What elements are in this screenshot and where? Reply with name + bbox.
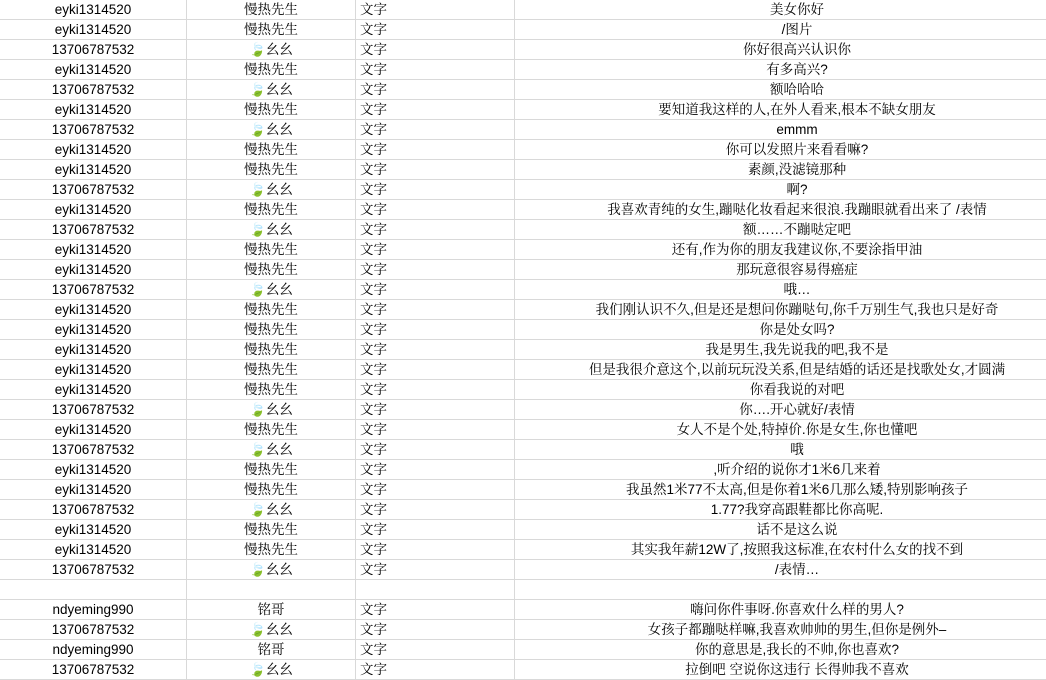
cell-type[interactable]: 文字 [356, 440, 515, 460]
cell-account[interactable]: eyki1314520 [0, 520, 187, 540]
cell-account[interactable]: 13706787532 [0, 660, 187, 680]
table-row[interactable] [0, 500, 1046, 520]
cell-nickname[interactable]: 慢热先生 [187, 20, 356, 40]
cell-type[interactable]: 文字 [356, 620, 515, 640]
table-row[interactable] [0, 220, 1046, 240]
table-row[interactable] [0, 280, 1046, 300]
cell-type[interactable]: 文字 [356, 180, 515, 200]
cell-type[interactable]: 文字 [356, 480, 515, 500]
cell-type[interactable]: 文字 [356, 400, 515, 420]
cell-account[interactable]: eyki1314520 [0, 140, 187, 160]
cell-message[interactable]: 美女你好 [515, 0, 1046, 20]
cell-message[interactable]: /表情… [515, 560, 1046, 580]
cell-nickname[interactable]: 🍃幺幺 [187, 40, 356, 60]
cell-type[interactable]: 文字 [356, 260, 515, 280]
cell-type[interactable]: 文字 [356, 60, 515, 80]
table-row[interactable] [0, 340, 1046, 360]
table-row[interactable] [0, 320, 1046, 340]
cell-type[interactable]: 文字 [356, 600, 515, 620]
cell-nickname[interactable]: 慢热先生 [187, 200, 356, 220]
cell-message[interactable]: 你可以发照片来看看嘛? [515, 140, 1046, 160]
cell-message[interactable]: 你好很高兴认识你 [515, 40, 1046, 60]
table-row[interactable] [0, 0, 1046, 20]
cell-type[interactable]: 文字 [356, 80, 515, 100]
cell-nickname[interactable]: 慢热先生 [187, 360, 356, 380]
table-row[interactable] [0, 180, 1046, 200]
cell-type[interactable]: 文字 [356, 320, 515, 340]
cell-account[interactable]: 13706787532 [0, 440, 187, 460]
cell-nickname[interactable]: 🍃幺幺 [187, 440, 356, 460]
cell-type[interactable]: 文字 [356, 660, 515, 680]
cell-type[interactable]: 文字 [356, 280, 515, 300]
cell-nickname[interactable]: 慢热先生 [187, 380, 356, 400]
cell-nickname[interactable]: 慢热先生 [187, 460, 356, 480]
cell-type[interactable]: 文字 [356, 360, 515, 380]
cell-message[interactable]: 额哈哈哈 [515, 80, 1046, 100]
cell-account[interactable]: 13706787532 [0, 220, 187, 240]
table-row[interactable] [0, 440, 1046, 460]
cell-message[interactable]: 要知道我这样的人,在外人看来,根本不缺女朋友 [515, 100, 1046, 120]
cell-type[interactable] [356, 580, 515, 600]
cell-message[interactable]: 话不是这么说 [515, 520, 1046, 540]
table-row[interactable] [0, 660, 1046, 680]
cell-account[interactable]: eyki1314520 [0, 420, 187, 440]
cell-nickname[interactable]: 慢热先生 [187, 480, 356, 500]
table-row[interactable] [0, 260, 1046, 280]
cell-type[interactable]: 文字 [356, 640, 515, 660]
cell-message[interactable]: 女孩子都蹦哒样嘛,我喜欢帅帅的男生,但你是例外– [515, 620, 1046, 640]
cell-nickname[interactable]: 🍃幺幺 [187, 220, 356, 240]
cell-message[interactable]: 你是处女吗? [515, 320, 1046, 340]
cell-account[interactable]: 13706787532 [0, 560, 187, 580]
cell-nickname[interactable]: 慢热先生 [187, 160, 356, 180]
table-row[interactable] [0, 600, 1046, 620]
cell-type[interactable]: 文字 [356, 100, 515, 120]
cell-message[interactable]: 你….开心就好/表情 [515, 400, 1046, 420]
cell-nickname[interactable]: 🍃幺幺 [187, 120, 356, 140]
table-row[interactable] [0, 520, 1046, 540]
cell-type[interactable]: 文字 [356, 240, 515, 260]
cell-type[interactable]: 文字 [356, 380, 515, 400]
cell-message[interactable]: 有多高兴? [515, 60, 1046, 80]
cell-nickname[interactable]: 🍃幺幺 [187, 660, 356, 680]
table-row[interactable] [0, 540, 1046, 560]
cell-message[interactable]: 额……不蹦哒定吧 [515, 220, 1046, 240]
cell-nickname[interactable]: 🍃幺幺 [187, 500, 356, 520]
cell-nickname[interactable]: 慢热先生 [187, 320, 356, 340]
cell-account[interactable]: eyki1314520 [0, 480, 187, 500]
table-row[interactable] [0, 380, 1046, 400]
cell-message[interactable]: 我们刚认识不久,但是还是想问你蹦哒句,你千万别生气,我也只是好奇 [515, 300, 1046, 320]
cell-type[interactable]: 文字 [356, 160, 515, 180]
cell-message[interactable]: 啊? [515, 180, 1046, 200]
table-row[interactable] [0, 620, 1046, 640]
cell-message[interactable]: ,听介绍的说你才1米6几来着 [515, 460, 1046, 480]
cell-nickname[interactable]: 慢热先生 [187, 520, 356, 540]
cell-type[interactable]: 文字 [356, 220, 515, 240]
table-row-blank[interactable] [0, 580, 1046, 600]
table-row[interactable] [0, 120, 1046, 140]
table-row[interactable] [0, 200, 1046, 220]
cell-message[interactable]: 我是男生,我先说我的吧,我不是 [515, 340, 1046, 360]
cell-message[interactable]: 我喜欢青纯的女生,蹦哒化妆看起来很浪.我蹦眼就看出来了 /表情 [515, 200, 1046, 220]
cell-message[interactable]: 我虽然1米77不太高,但是你着1米6几那么矮,特别影响孩子 [515, 480, 1046, 500]
cell-nickname[interactable]: 🍃幺幺 [187, 280, 356, 300]
cell-account[interactable]: eyki1314520 [0, 260, 187, 280]
cell-message[interactable]: 但是我很介意这个,以前玩玩没关系,但是结婚的话还是找歌处女,才圆满 [515, 360, 1046, 380]
table-row[interactable] [0, 360, 1046, 380]
cell-account[interactable]: eyki1314520 [0, 20, 187, 40]
cell-nickname[interactable]: 🍃幺幺 [187, 180, 356, 200]
cell-account[interactable]: ndyeming990 [0, 600, 187, 620]
cell-account[interactable]: eyki1314520 [0, 340, 187, 360]
cell-type[interactable]: 文字 [356, 500, 515, 520]
cell-message[interactable]: 其实我年薪12W了,按照我这标准,在农村什么女的找不到 [515, 540, 1046, 560]
cell-account[interactable] [0, 580, 187, 600]
cell-message[interactable]: 你看我说的对吧 [515, 380, 1046, 400]
cell-type[interactable]: 文字 [356, 540, 515, 560]
cell-account[interactable]: 13706787532 [0, 400, 187, 420]
cell-type[interactable]: 文字 [356, 20, 515, 40]
cell-account[interactable]: eyki1314520 [0, 360, 187, 380]
cell-account[interactable]: eyki1314520 [0, 300, 187, 320]
cell-account[interactable]: ndyeming990 [0, 640, 187, 660]
cell-account[interactable]: eyki1314520 [0, 320, 187, 340]
cell-account[interactable]: 13706787532 [0, 180, 187, 200]
cell-account[interactable]: 13706787532 [0, 120, 187, 140]
cell-nickname[interactable]: 🍃幺幺 [187, 400, 356, 420]
cell-account[interactable]: 13706787532 [0, 80, 187, 100]
table-row[interactable] [0, 460, 1046, 480]
cell-message[interactable]: emmm [515, 120, 1046, 140]
cell-type[interactable]: 文字 [356, 140, 515, 160]
cell-type[interactable]: 文字 [356, 340, 515, 360]
cell-nickname[interactable]: 🍃幺幺 [187, 80, 356, 100]
cell-type[interactable]: 文字 [356, 40, 515, 60]
cell-message[interactable]: 哦 [515, 440, 1046, 460]
cell-account[interactable]: eyki1314520 [0, 540, 187, 560]
cell-nickname[interactable]: 🍃幺幺 [187, 560, 356, 580]
cell-account[interactable]: eyki1314520 [0, 380, 187, 400]
table-row[interactable] [0, 300, 1046, 320]
cell-message[interactable]: /图片 [515, 20, 1046, 40]
table-row[interactable] [0, 60, 1046, 80]
table-row[interactable] [0, 160, 1046, 180]
cell-nickname[interactable]: 慢热先生 [187, 60, 356, 80]
table-row[interactable] [0, 420, 1046, 440]
cell-type[interactable]: 文字 [356, 120, 515, 140]
table-row[interactable] [0, 640, 1046, 660]
cell-nickname[interactable]: 慢热先生 [187, 140, 356, 160]
cell-message[interactable]: 哦… [515, 280, 1046, 300]
cell-message[interactable]: 拉倒吧 空说你这违行 长得帅我不喜欢 [515, 660, 1046, 680]
cell-message[interactable]: 1.77?我穿高跟鞋都比你高呢. [515, 500, 1046, 520]
cell-account[interactable]: eyki1314520 [0, 0, 187, 20]
cell-nickname[interactable]: 慢热先生 [187, 100, 356, 120]
cell-nickname[interactable]: 慢热先生 [187, 0, 356, 20]
cell-account[interactable]: eyki1314520 [0, 200, 187, 220]
cell-account[interactable]: eyki1314520 [0, 60, 187, 80]
cell-nickname[interactable]: 慢热先生 [187, 240, 356, 260]
cell-type[interactable]: 文字 [356, 460, 515, 480]
cell-account[interactable]: 13706787532 [0, 280, 187, 300]
cell-account[interactable]: eyki1314520 [0, 100, 187, 120]
table-row[interactable] [0, 100, 1046, 120]
cell-nickname[interactable]: 铭哥 [187, 600, 356, 620]
cell-message[interactable]: 女人不是个处,特掉价.你是女生,你也懂吧 [515, 420, 1046, 440]
cell-nickname[interactable] [187, 580, 356, 600]
cell-message[interactable]: 你的意思是,我长的不帅,你也喜欢? [515, 640, 1046, 660]
cell-type[interactable]: 文字 [356, 0, 515, 20]
cell-message[interactable]: 嗨问你件事呀.你喜欢什么样的男人? [515, 600, 1046, 620]
cell-account[interactable]: eyki1314520 [0, 160, 187, 180]
cell-message[interactable]: 还有,作为你的朋友我建议你,不要涂指甲油 [515, 240, 1046, 260]
cell-nickname[interactable]: 慢热先生 [187, 340, 356, 360]
cell-type[interactable]: 文字 [356, 300, 515, 320]
table-row[interactable] [0, 480, 1046, 500]
table-row[interactable] [0, 80, 1046, 100]
cell-account[interactable]: 13706787532 [0, 500, 187, 520]
table-row[interactable] [0, 140, 1046, 160]
cell-nickname[interactable]: 🍃幺幺 [187, 620, 356, 640]
cell-message[interactable]: 素颜,没滤镜那种 [515, 160, 1046, 180]
cell-message[interactable]: 那玩意很容易得癌症 [515, 260, 1046, 280]
cell-nickname[interactable]: 铭哥 [187, 640, 356, 660]
cell-message[interactable] [515, 580, 1046, 600]
table-row[interactable] [0, 240, 1046, 260]
cell-type[interactable]: 文字 [356, 420, 515, 440]
cell-nickname[interactable]: 慢热先生 [187, 260, 356, 280]
table-row[interactable] [0, 20, 1046, 40]
cell-account[interactable]: eyki1314520 [0, 460, 187, 480]
cell-type[interactable]: 文字 [356, 520, 515, 540]
table-row[interactable] [0, 400, 1046, 420]
cell-nickname[interactable]: 慢热先生 [187, 420, 356, 440]
table-row[interactable] [0, 40, 1046, 60]
cell-type[interactable]: 文字 [356, 560, 515, 580]
cell-account[interactable]: 13706787532 [0, 40, 187, 60]
cell-account[interactable]: eyki1314520 [0, 240, 187, 260]
cell-nickname[interactable]: 慢热先生 [187, 300, 356, 320]
cell-account[interactable]: 13706787532 [0, 620, 187, 640]
table-row[interactable] [0, 560, 1046, 580]
cell-type[interactable]: 文字 [356, 200, 515, 220]
cell-nickname[interactable]: 慢热先生 [187, 540, 356, 560]
